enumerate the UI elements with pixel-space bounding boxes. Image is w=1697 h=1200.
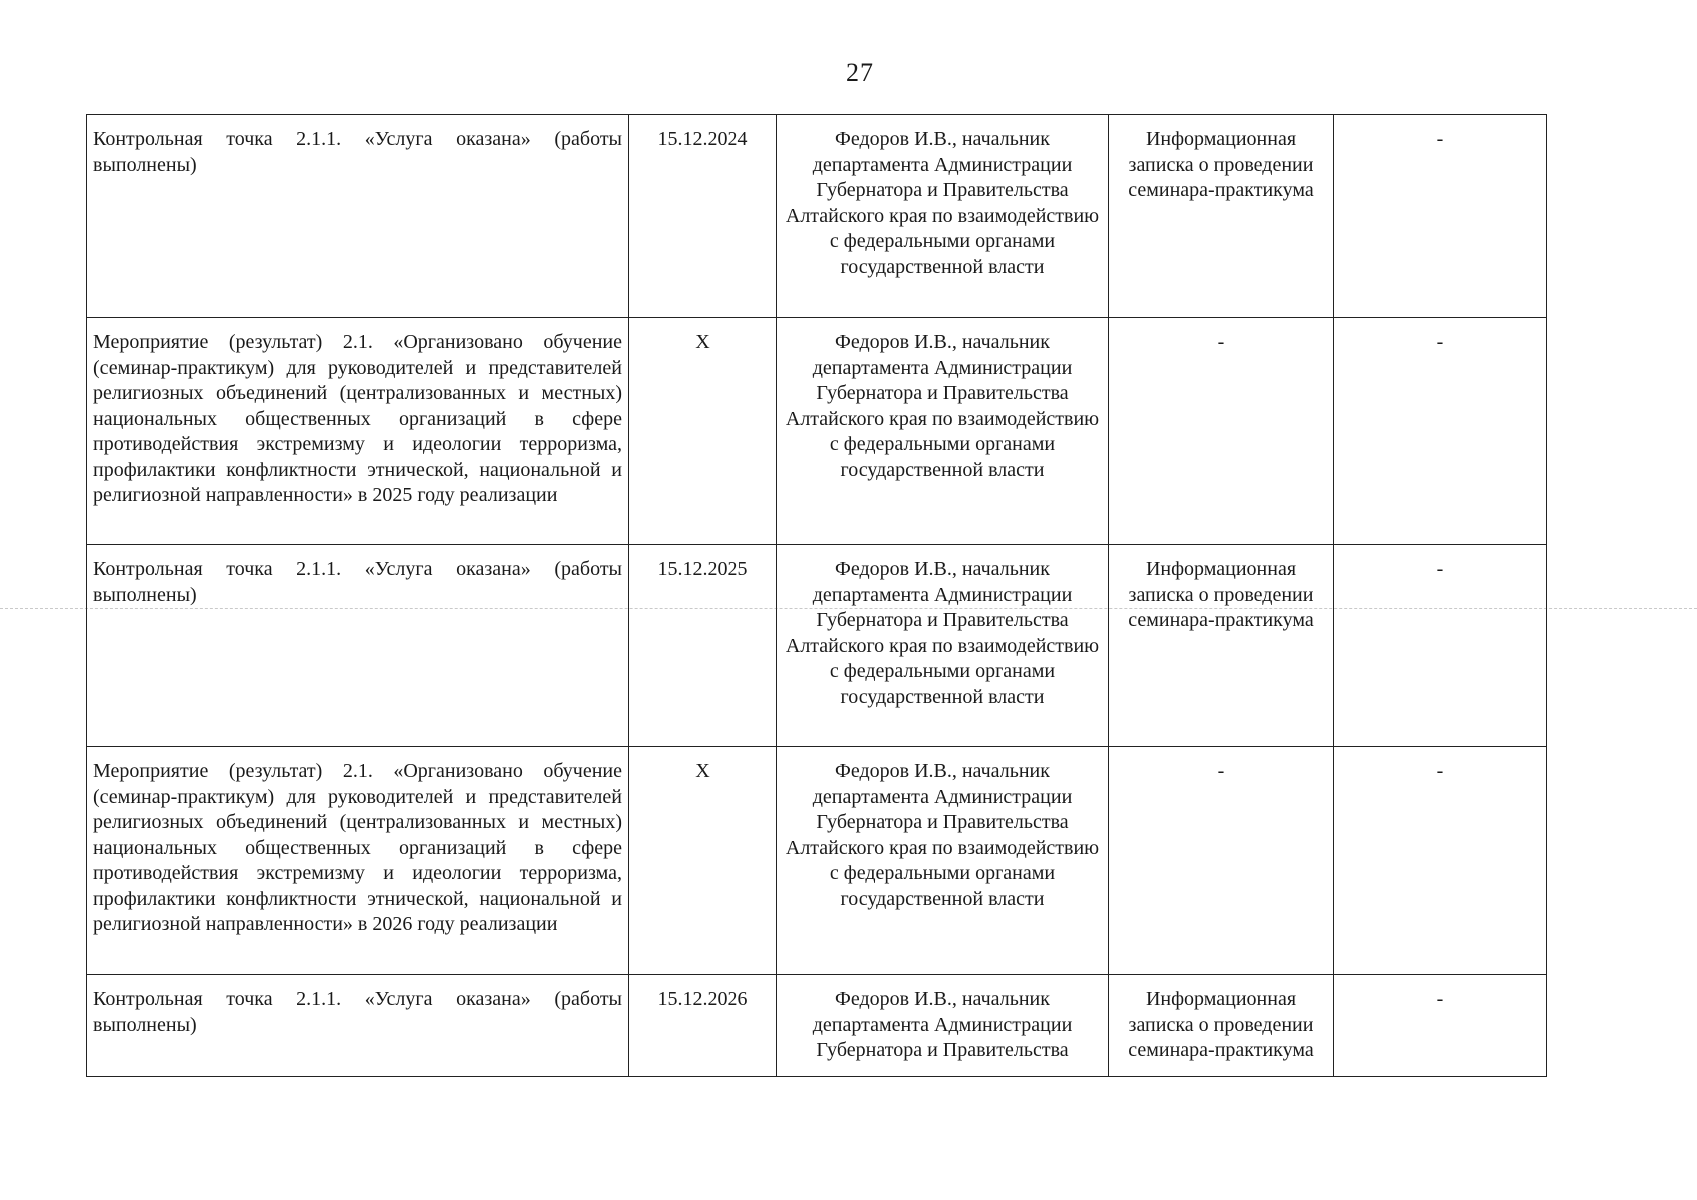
extra-cell: -	[1334, 115, 1547, 318]
document-cell: Информационная записка о проведении семинара-практикума	[1109, 975, 1334, 1077]
page-number: 27	[846, 58, 874, 87]
extra-cell: -	[1334, 545, 1547, 747]
document-cell: Информационная записка о проведении семинара-практикума	[1109, 115, 1334, 318]
responsible-cell: Федоров И.В., начальник департамента Администрации Губернатора и Правительства Алтайского края по взаимодействию с федеральными органами государственной власти	[777, 115, 1109, 318]
table-row	[87, 975, 1547, 1077]
extra-cell: -	[1334, 975, 1547, 1077]
deadline-cell: 15.12.2024	[629, 115, 777, 318]
deadline-cell: 15.12.2025	[629, 545, 777, 747]
deadline-cell: X	[629, 318, 777, 545]
extra-cell: -	[1334, 747, 1547, 975]
table-row	[87, 545, 1547, 747]
responsible-cell: Федоров И.В., начальник департамента Администрации Губернатора и Правительства Алтайского края по взаимодействию с федеральными органами государственной власти	[777, 318, 1109, 545]
document-cell: -	[1109, 318, 1334, 545]
deadline-cell: X	[629, 747, 777, 975]
activity-name-cell: Контрольная точка 2.1.1. «Услуга оказана» (работы выполнены)	[87, 975, 629, 1077]
table-row	[87, 747, 1547, 975]
activity-name-cell: Мероприятие (результат) 2.1. «Организовано обучение (семинар-практикум) для руководителей и представителей религиозных объединений (централизованных и местных) национальных общественных организаций в сфере противодействия экстремизму и идеологии терроризма, профилактики конфликтности этнической, национальной и религиозной направленности» в 2025 году реализации	[87, 318, 629, 545]
deadline-cell: 15.12.2026	[629, 975, 777, 1077]
activity-name-cell: Контрольная точка 2.1.1. «Услуга оказана» (работы выполнены)	[87, 545, 629, 747]
extra-cell: -	[1334, 318, 1547, 545]
document-cell: Информационная записка о проведении семинара-практикума	[1109, 545, 1334, 747]
responsible-cell: Федоров И.В., начальник департамента Администрации Губернатора и Правительства	[777, 975, 1109, 1077]
table-row	[87, 318, 1547, 545]
responsible-cell: Федоров И.В., начальник департамента Администрации Губернатора и Правительства Алтайского края по взаимодействию с федеральными органами государственной власти	[777, 747, 1109, 975]
activity-name-cell: Мероприятие (результат) 2.1. «Организовано обучение (семинар-практикум) для руководителей и представителей религиозных объединений (централизованных и местных) национальных общественных организаций в сфере противодействия экстремизму и идеологии терроризма, профилактики конфликтности этнической, национальной и религиозной направленности» в 2026 году реализации	[87, 747, 629, 975]
plan-table	[86, 114, 1547, 1077]
document-cell: -	[1109, 747, 1334, 975]
responsible-cell: Федоров И.В., начальник департамента Администрации Губернатора и Правительства Алтайского края по взаимодействию с федеральными органами государственной власти	[777, 545, 1109, 747]
activity-name-cell: Контрольная точка 2.1.1. «Услуга оказана» (работы выполнены)	[87, 115, 629, 318]
table-row	[87, 115, 1547, 318]
